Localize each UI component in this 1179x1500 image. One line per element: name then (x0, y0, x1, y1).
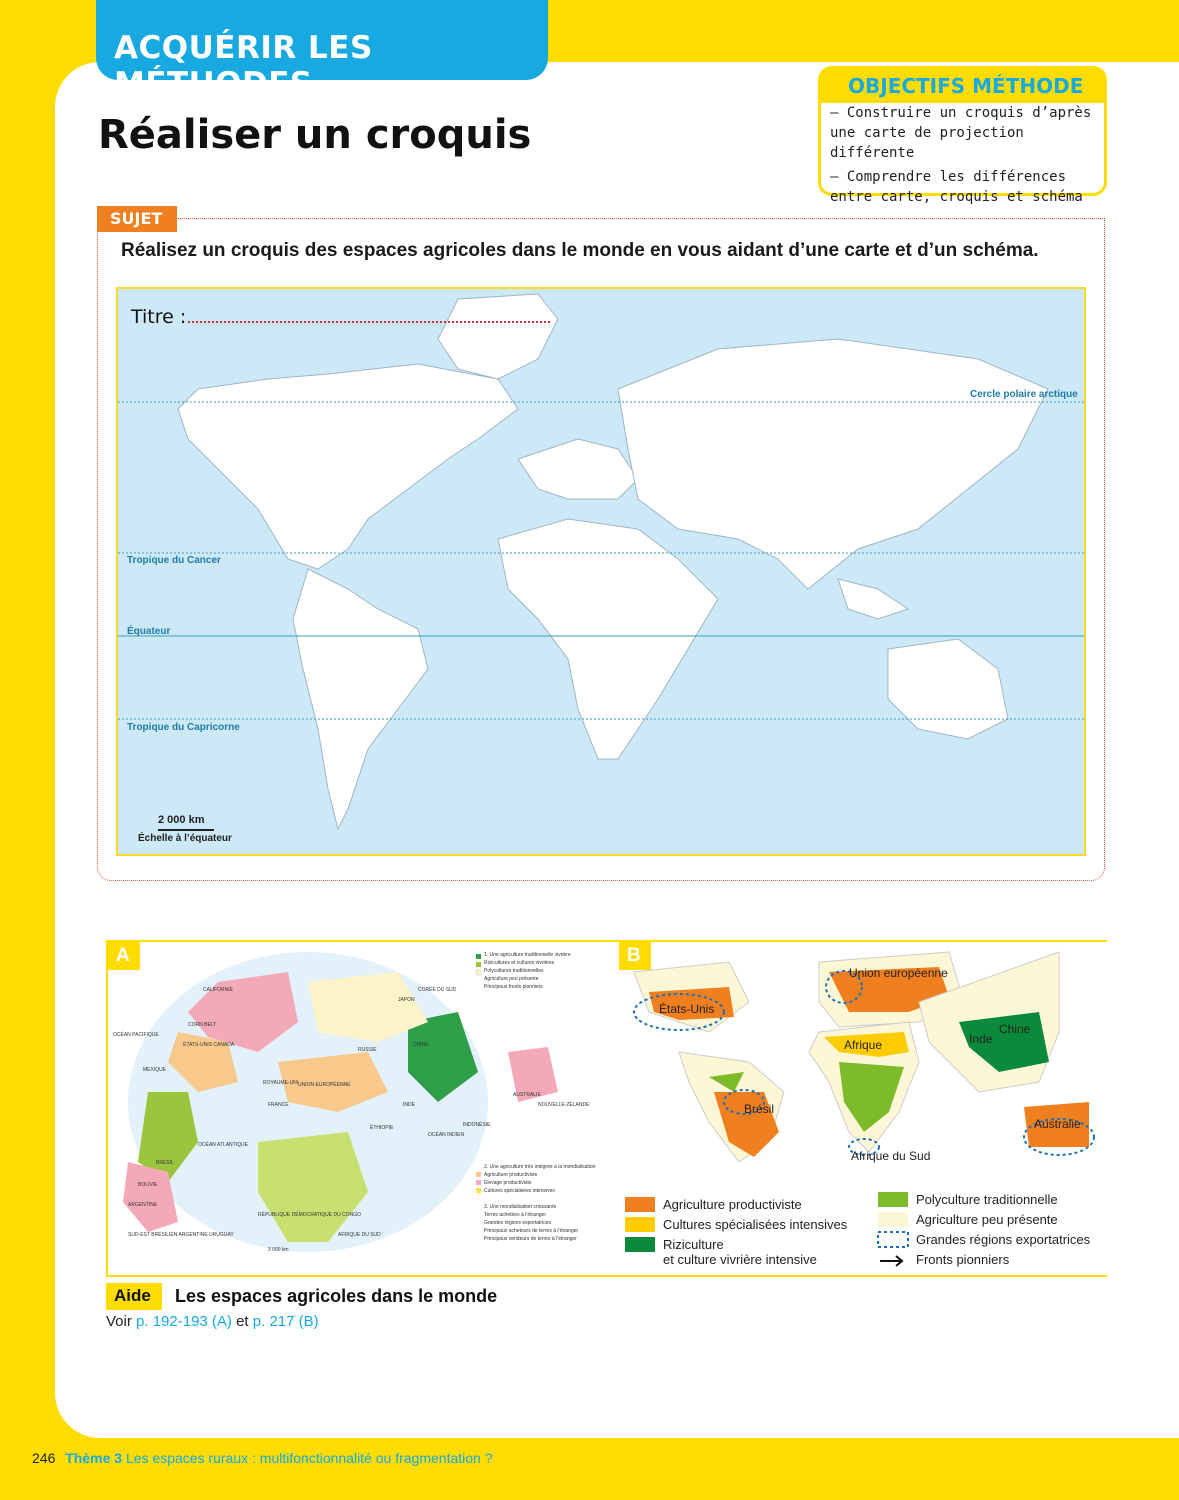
map-a-legend-item: Terres achetées à l’étranger (484, 1212, 546, 1218)
aide-maps-frame (106, 940, 1107, 1277)
map-b-legend-item: Riziculture et culture vivrière intensive (663, 1237, 817, 1267)
map-a-legend-item: Principaux acheteurs de terres à l’étranger (484, 1228, 579, 1234)
map-b-label: Australie (1034, 1117, 1081, 1131)
map-a-label: OCÉAN INDIEN (428, 1132, 465, 1138)
map-b-legend-item: Agriculture peu présente (916, 1212, 1058, 1227)
map-a-label: SUD-EST BRÉSILIEN ARGENTINE URUGUAY (128, 1232, 234, 1238)
map-a-legend-item: Élevage productiviste (484, 1180, 532, 1186)
map-title-label: Titre : (131, 306, 187, 328)
map-a-label: FRANCE (268, 1102, 289, 1108)
map-b-label: Afrique du Sud (851, 1149, 931, 1163)
page-number: 246 (32, 1450, 56, 1466)
link-page-217[interactable]: p. 217 (B) (252, 1313, 319, 1330)
map-b-label: Chine (999, 1022, 1031, 1036)
map-a-label: MEXIQUE (143, 1067, 167, 1073)
map-a-label: BOLIVIE (138, 1182, 158, 1188)
page-footer (32, 1450, 493, 1466)
scale-value: 2 000 km (158, 814, 205, 826)
map-a-legend-item: 2. Une agriculture très intégrée à la mondialisation (484, 1164, 596, 1170)
map-a-label: CALIFORNIE (203, 987, 234, 993)
voir-prefix: Voir (106, 1313, 132, 1330)
tropic-capricorn-label: Tropique du Capricorne (127, 722, 240, 733)
map-a-label: JAPON (398, 997, 415, 1003)
map-a-label: BRÉSIL (156, 1160, 174, 1166)
map-a-legend-item: Principaux vendeurs de terres à l’étranger (484, 1236, 577, 1242)
title-input-line[interactable] (188, 321, 550, 323)
aide-tag: Aide (106, 1283, 162, 1310)
objective-item: – Construire un croquis d’après une carte de projection différente (830, 105, 1092, 161)
map-a-legend-item: 3. Une mondialisation croissante (484, 1204, 557, 1210)
link-page-192[interactable]: p. 192-193 (A) (136, 1313, 232, 1330)
sujet-label: SUJET (97, 206, 177, 232)
arctic-circle-label: Cercle polaire arctique (970, 389, 1078, 400)
map-b-legend-item: Polyculture traditionnelle (916, 1192, 1058, 1207)
map-a-label: OCÉAN ATLANTIQUE (198, 1142, 248, 1148)
map-a (108, 942, 615, 1275)
tropic-cancer-label: Tropique du Cancer (127, 555, 221, 566)
map-a-label: NOUVELLE-ZÉLANDE (538, 1102, 590, 1108)
map-b-label: Inde (969, 1032, 993, 1046)
map-a-label: ÉTHIOPIE (370, 1125, 394, 1131)
section-tab: ACQUÉRIR LES MÉTHODES (96, 0, 548, 80)
map-a-badge: A (108, 942, 140, 970)
equator-label: Équateur (127, 626, 171, 637)
theme-number: Thème 3 (65, 1450, 123, 1466)
scale-bar (158, 829, 214, 831)
map-a-label: UNION EUROPÉENNE (298, 1082, 351, 1088)
map-a-legend-item: 1. Une agriculture traditionnelle vivrière (484, 952, 571, 958)
map-b-label: Brésil (744, 1102, 775, 1116)
objectives-title: OBJECTIFS MÉTHODE (821, 69, 1104, 103)
map-b-legend-item: Grandes régions exportatrices (916, 1232, 1091, 1247)
map-a-label: CHINE (413, 1042, 429, 1048)
map-a-label: INDONÉSIE (463, 1122, 491, 1128)
map-b-legend-item: Agriculture productiviste (663, 1197, 802, 1212)
map-a-label: CORN BELT (188, 1022, 217, 1028)
map-b-legend-item: Cultures spécialisées intensives (663, 1217, 848, 1232)
map-b (619, 942, 1107, 1275)
map-a-scale: 3 000 km (268, 1247, 289, 1253)
map-a-label: CORÉE DU SUD (418, 987, 457, 993)
theme-title: Les espaces ruraux : multifonctionnalité ou fragmentation ? (125, 1450, 493, 1466)
map-a-label: AUSTRALIE (513, 1092, 541, 1098)
map-a-label: OCÉAN PACIFIQUE (113, 1032, 159, 1038)
map-a-legend-item: Principaux fronts pionniers (484, 984, 543, 990)
map-a-legend-item: Cultures spécialisées intensives (484, 1188, 555, 1194)
objective-item: – Comprendre les différences entre carte, croquis et schéma (830, 169, 1083, 205)
map-a-label: AFRIQUE DU SUD (338, 1232, 381, 1238)
objectives-box (818, 66, 1107, 205)
map-b-label: Union européenne (849, 966, 948, 980)
voir-line (106, 1313, 319, 1330)
map-a-legend-item: Grandes régions exportatrices (484, 1220, 551, 1226)
map-a-label: INDE (403, 1102, 415, 1108)
map-b-label: Afrique (844, 1038, 883, 1052)
map-a-label: ÉTATS-UNIS CANADA (183, 1042, 235, 1048)
map-a-label: ARGENTINE (128, 1202, 158, 1208)
sujet-instruction: Réalisez un croquis des espaces agricoles dans le monde en vous aidant d’une carte et d’un schéma. (121, 240, 1039, 261)
map-a-label: RÉPUBLIQUE DÉMOCRATIQUE DU CONGO (258, 1212, 361, 1218)
map-a-label: RUSSIE (358, 1047, 377, 1053)
map-a-legend-item: Rizicultures et cultures vivrières (484, 960, 555, 966)
map-a-label: ROYAUME-UNI (263, 1080, 299, 1086)
map-b-legend-item: Fronts pionniers (916, 1252, 1010, 1267)
blank-world-map (116, 287, 1086, 856)
map-a-legend-item: Agriculture peu présente (484, 976, 539, 982)
scale-caption: Échelle à l’équateur (138, 833, 232, 844)
map-b-badge: B (619, 942, 651, 970)
map-b-label: États-Unis (659, 1002, 715, 1016)
page-title: Réaliser un croquis (98, 112, 532, 158)
voir-conj: et (236, 1313, 249, 1330)
map-a-legend-item: Agriculture productiviste (484, 1172, 538, 1178)
aide-title: Les espaces agricoles dans le monde (175, 1286, 498, 1306)
world-map-outline (118, 289, 1086, 856)
map-a-legend-item: Polycultures traditionnelles (484, 968, 544, 974)
